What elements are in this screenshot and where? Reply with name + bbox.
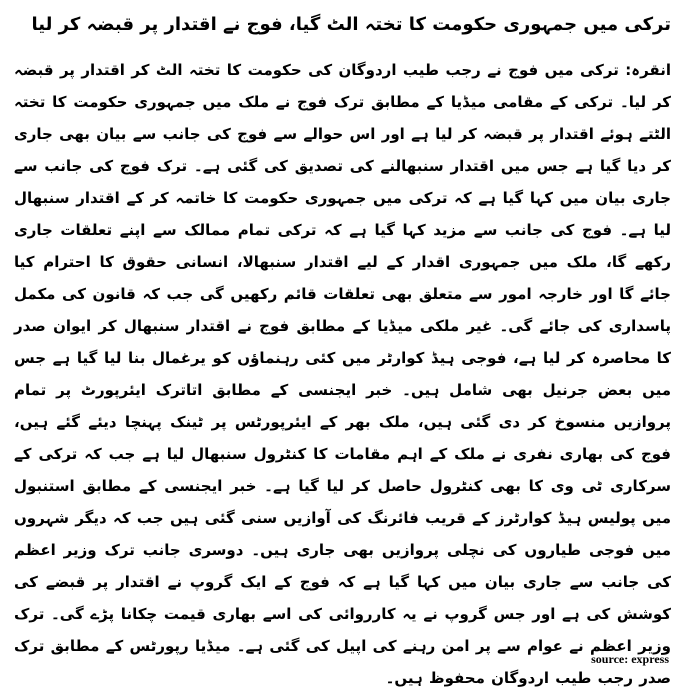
- article-body: انقرہ: ترکی میں فوج نے رجب طیب اردوگان کی حکومت کا تختہ الٹ کر اقتدار پر قبضہ کر لیا۔ ترکی کے مقامی میڈیا کے مطابق ترک فوج نے ملک میں جمہوری حکومت کا تختہ الٹتے ہوئے اقتدار پر قبضہ کر لیا ہے اور اس حوالے سے فوج کی جانب سے بیان بھی جاری کر دیا گیا ہے جس میں اقتدار سنبھالنے کی تصدیق کی گئی ہے۔ ترک فوج کی جانب سے جاری بیان میں کہا گیا ہے کہ ترکی میں جمہوری حکومت کا خاتمہ کر کے اقتدار سنبھال لیا ہے۔ فوج کی جانب سے مزید کہا گیا ہے کہ ترکی تمام ممالک سے اپنے تعلقات جاری رکھے گا، ملک میں جمہوری اقدار کے لیے اقتدار سنبھالا، انسانی حقوق کا احترام کیا جائے گا اور خارجہ امور سے متعلق بھی تعلقات قائم رکھیں گی جب کہ قانون کی مکمل پاسداری کی جائے گی۔ غیر ملکی میڈیا کے مطابق فوج نے اقتدار سنبھال کر ایوان صدر کا محاصرہ کر لیا ہے، فوجی ہیڈ کوارٹر میں کئی رہنماؤں کو یرغمال بنا لیا گیا ہے جس میں بعض جرنیل بھی شامل ہیں۔ خبر ایجنسی کے مطابق اتاترک ایئرپورٹ پر تمام پروازیں منسوخ کر دی گئی ہیں، ملک بھر کے ایئرپورٹس پر ٹینک پہنچا دیئے گئے ہیں، فوج کی بھاری نفری نے ملک کے اہم مقامات کا کنٹرول سنبھال لیا ہے جب کہ ترکی کے سرکاری ٹی وی کا بھی کنٹرول حاصل کر لیا گیا ہے۔ خبر ایجنسی کے مطابق استنبول میں پولیس ہیڈ کوارٹرز کے قریب فائرنگ کی آوازیں سنی گئی ہیں جب کہ دیگر شہروں میں فوجی طیاروں کی نچلی پروازیں بھی جاری ہیں۔ دوسری جانب ترک وزیر اعظم کی جانب سے جاری بیان میں کہا گیا ہے کہ فوج کے ایک گروپ نے اقتدار پر قبضے کی کوشش کی ہے اور جس گروپ نے یہ کارروائی کی اسے بھاری قیمت چکانا پڑے گی۔ ترک وزیر اعظم نے عوام سے پر امن رہنے کی اپیل کی گئی ہے۔ میڈیا رپورٹس کے مطابق ترک صدر رجب طیب اردوگان محفوظ ہیں۔: [14, 61, 671, 687]
- article-headline: ترکی میں جمہوری حکومت کا تختہ الٹ گیا، فوج نے اقتدار پر قبضہ کر لیا: [31, 14, 671, 35]
- article-source: source: express: [591, 652, 669, 666]
